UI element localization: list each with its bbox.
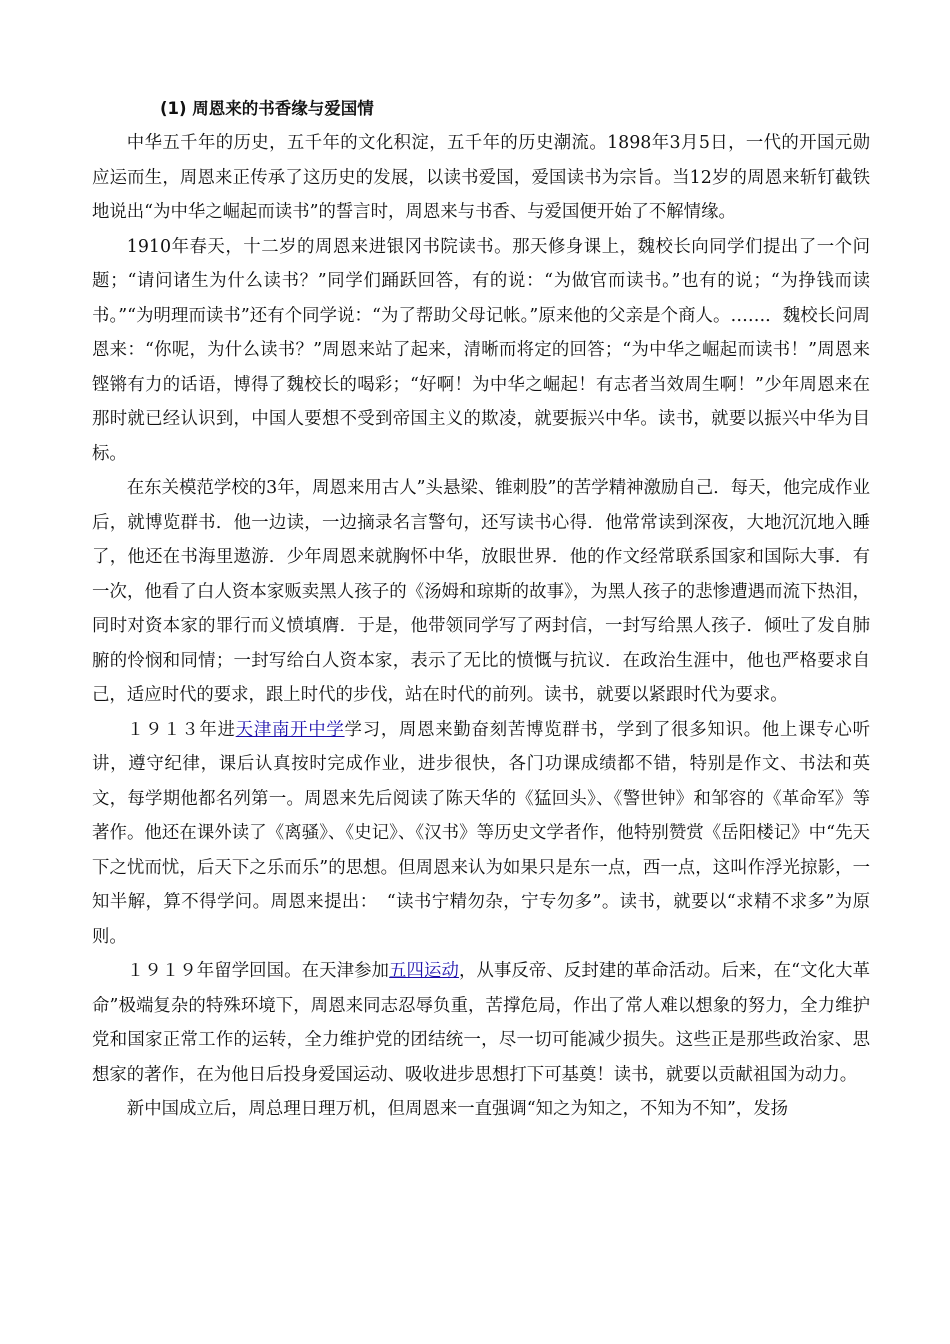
paragraph-1919-text-before: １９１９年留学回国。在天津参加 xyxy=(126,961,390,981)
paragraph-new-china: 新中国成立后，周总理日理万机，但周恩来一直强调“知之为知之，不知为不知”，发扬 xyxy=(126,1099,789,1119)
paragraph-dongguan: 在东关模范学校的3年，周恩来用古人”头悬梁、锥刺股”的苦学精神激励自己．每天，他完成作业后，就博览群书．他一边读，一边摘录名言警句，还写读书心得．他常常读到深夜，大地沉沉地入睡了，他还在书海里遨游．少年周恩来就胸怀中华，放眼世界．他的作文经常联系国家和国际大事．有一次，他看了白人资本家贩卖黑人孩子的《汤姆和琼斯的故事》，为黑人孩子的悲惨遭遇而流下热泪，同时对资本家的罪行而义愤填膺．于是，他带领同学写了两封信，一封写给黑人孩子．倾吐了发自肺腑的怜悯和同情；一封写给白人资本家，表示了无比的愤慨与抗议．在政治生涯中，他也严格要求自己，适应时代的要求，跟上时代的步伐，站在时代的前列。读书，就要以紧跟时代为要求。 xyxy=(92,478,870,705)
section-heading: (1) 周恩来的书香缘与爱国情 xyxy=(160,99,374,118)
paragraph-1913 xyxy=(92,713,870,955)
paragraph-1910: 1910年春天，十二岁的周恩来进银冈书院读书。那天修身课上，魏校长向同学们提出了一个问题；“请问诸生为什么读书？”同学们踊跃回答，有的说：“为做官而读书。”也有的说；“为挣钱而读书。”“为明理而读书”还有个同学说：“为了帮助父母记帐。”原来他的父亲是个商人。……．魏校长问周恩来：“你呢，为什么读书？”周恩来站了起来，清晰而将定的回答；“为中华之崛起而读书！”周恩来铿锵有力的话语，博得了魏校长的喝彩；“好啊！为中华之崛起！有志者当效周生啊！”少年周恩来在那时就已经认识到，中国人要想不受到帝国主义的欺凌，就要振兴中华。读书，就要以振兴中华为目标。 xyxy=(92,236,870,464)
paragraph-1919 xyxy=(92,954,870,1092)
paragraph-1913-text-after: 学习，周恩来勤奋刻苦博览群书，学到了很多知识。他上课专心听讲，遵守纪律，课后认真按时完成作业，进步很快，各门功课成绩都不错，特别是作文、书法和英文，每学期他都名列第一。周恩来先后阅读了陈天华的《猛回头》、《警世钟》和邹容的《革命军》等著作。他还在课外读了《离骚》、《史记》、《汉书》等历史文学者作，他特别赞赏《岳阳楼记》中“先天下之忧而忧，后天下之乐而乐”的思想。但周恩来认为如果只是东一点，西一点，这叫作浮光掠影，一知半解，算不得学问。周恩来提出： “读书宁精勿杂，宁专勿多”。读书，就要以“求精不求多”为原则。 xyxy=(92,719,870,947)
paragraph-1913-text-before: １９１３年进 xyxy=(126,719,236,740)
document-page xyxy=(92,92,870,1127)
nankai-school-link[interactable]: 天津南开中学 xyxy=(235,719,345,740)
paragraph-intro: 中华五千年的历史，五千年的文化积淀，五千年的历史潮流。1898年3月5日，一代的开国元勋应运而生，周恩来正传承了这历史的发展，以读书爱国，爱国读书为宗旨。当12岁的周恩来斩钉截铁地说出“为中华之崛起而读书”的誓言时，周恩来与书香、与爱国便开始了不解情缘。 xyxy=(92,133,870,222)
may-fourth-movement-link[interactable]: 五四运动 xyxy=(389,961,459,981)
paragraph-1919-text-after: ，从事反帝、反封建的革命活动。后来，在“文化大革命”极端复杂的特殊环境下，周恩来同志忍辱负重，苦撑危局，作出了常人难以想象的努力，全力维护党和国家正常工作的运转，全力维护党的团结统一，尽一切可能减少损失。这些正是那些政治家、思想家的著作，在为他日后投身爱国运动、吸收进步思想打下可基奠！读书，就要以贡献祖国为动力。 xyxy=(92,961,870,1085)
